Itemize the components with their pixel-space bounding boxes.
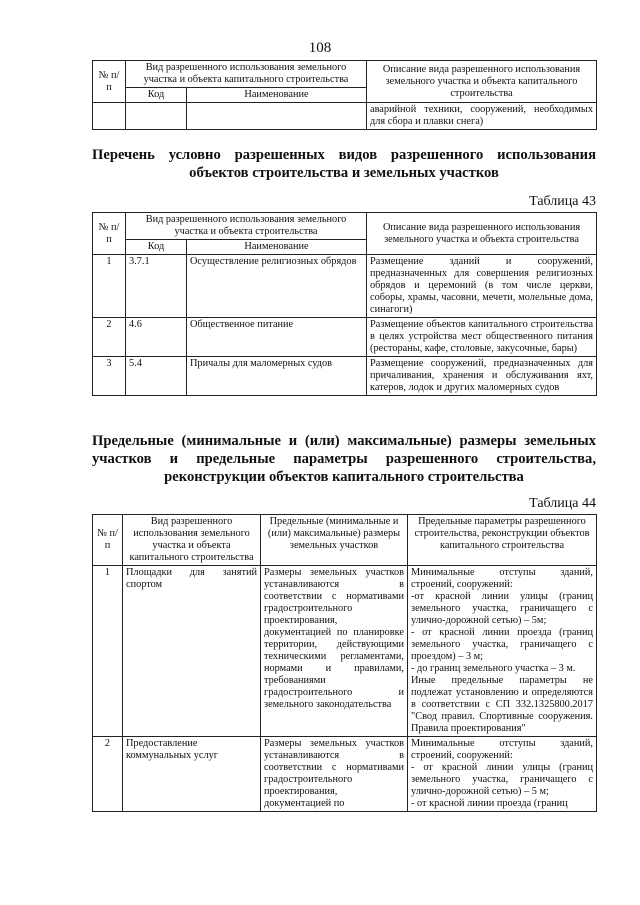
row-code: 4.6 [126, 318, 187, 357]
header-desc: Описание вида разрешенного использования земельного участка и объекта строительства [367, 213, 597, 255]
table-label: Таблица 44 [529, 496, 596, 511]
row-num: 2 [93, 318, 126, 357]
row-name: Осуществление религиозных обрядов [187, 255, 367, 318]
row-params: Минимальные отступы зданий, строений, сооружений: - от красной линии улицы (границ земельного участка, граничащего с улично-дорожной сетью) – 5 м; - от красной линии проезда (границ [408, 737, 597, 812]
row-num: 1 [93, 566, 123, 737]
header-name: Наименование [187, 88, 367, 103]
header-name: Наименование [187, 240, 367, 255]
table-row [93, 318, 597, 357]
row-code: 3.7.1 [126, 255, 187, 318]
header-code: Код [126, 240, 187, 255]
row-num: 3 [93, 357, 126, 396]
row-use: Площадки для занятий спортом [123, 566, 261, 737]
section-heading: Перечень условно разрешенных видов разрешенного использования объектов строительства и земельных участков [92, 147, 596, 181]
row-desc: Размещение сооружений, предназначенных для причаливания, хранения и обслуживания яхт, катеров, лодок и других маломерных судов [367, 357, 597, 396]
header-group: Вид разрешенного использования земельного участка и объекта строительства [126, 213, 367, 240]
row-desc: Размещение зданий и сооружений, предназначенных для совершения религиозных обрядов и церемоний (в том числе церкви, соборы, храмы, часовни, мечети, молельные дома, синагоги) [367, 255, 597, 318]
row-num: 1 [93, 255, 126, 318]
header-group: Вид разрешенного использования земельного участка и объекта капитального строительства [126, 61, 367, 88]
header-desc: Описание вида разрешенного использования земельного участка и объекта капитального строительства [367, 61, 597, 103]
header-use: Вид разрешенного использования земельного участка и объекта капитального строительства [123, 515, 261, 566]
row-name: Причалы для маломерных судов [187, 357, 367, 396]
page-number: 108 [308, 40, 332, 56]
row-params: Минимальные отступы зданий, строений, сооружений: -от красной линии улицы (границ земельного участка, граничащего с улично-дорожной сетью) – 5м; - от красной линии проезда (границ земельного участка, граничащего с проездом) – 3 м; - до границ земельного участка – 3 м. Иные предельные параметры не подлежат установлению и определяются в соответствии с СП 332.1325800.2017 "Свод правил. Спортивные сооружения. Правила проектирования" [408, 566, 597, 737]
header-params: Предельные параметры разрешенного строительства, реконструкции объектов капитального строительства [408, 515, 597, 566]
row-use: Предоставление коммунальных услуг [123, 737, 261, 812]
row-code: 5.4 [126, 357, 187, 396]
header-limits: Предельные (минимальные и (или) максимальные) размеры земельных участков [261, 515, 408, 566]
row-name: Общественное питание [187, 318, 367, 357]
header-num: № п/п [93, 515, 123, 566]
row-desc: Размещение объектов капитального строительства в целях устройства мест общественного питания (рестораны, кафе, столовые, закусочные, бары) [367, 318, 597, 357]
section-heading: Предельные (минимальные и (или) максимальные) размеры земельных участков и предельные параметры разрешенного строительства, реконструкции объектов капитального строительства [92, 433, 596, 485]
header-code: Код [126, 88, 187, 103]
table-row [93, 255, 597, 318]
table-43 [92, 212, 597, 396]
table-44 [92, 514, 597, 812]
row-limits: Размеры земельных участков устанавливаются в соответствии с нормативами градостроительного проектирования, документацией по [261, 737, 408, 812]
header-num: № п/п [93, 213, 126, 255]
table-label: Таблица 43 [529, 194, 596, 209]
continuation-table [92, 60, 597, 130]
table-cell [126, 103, 187, 130]
table-cell [93, 103, 126, 130]
row-num: 2 [93, 737, 123, 812]
header-num: № п/п [93, 61, 126, 103]
table-row [93, 566, 597, 737]
table-cell [187, 103, 367, 130]
table-row [93, 737, 597, 812]
table-row [93, 357, 597, 396]
row-limits: Размеры земельных участков устанавливаются в соответствии с нормативами градостроительного проектирования, документацией по планировке территории, действующими техническими регламентами, нормами и правилами, требованиями градостроительного и земельного законодательства [261, 566, 408, 737]
table-cell-desc: аварийной техники, сооружений, необходимых для сбора и плавки снега) [367, 103, 597, 130]
